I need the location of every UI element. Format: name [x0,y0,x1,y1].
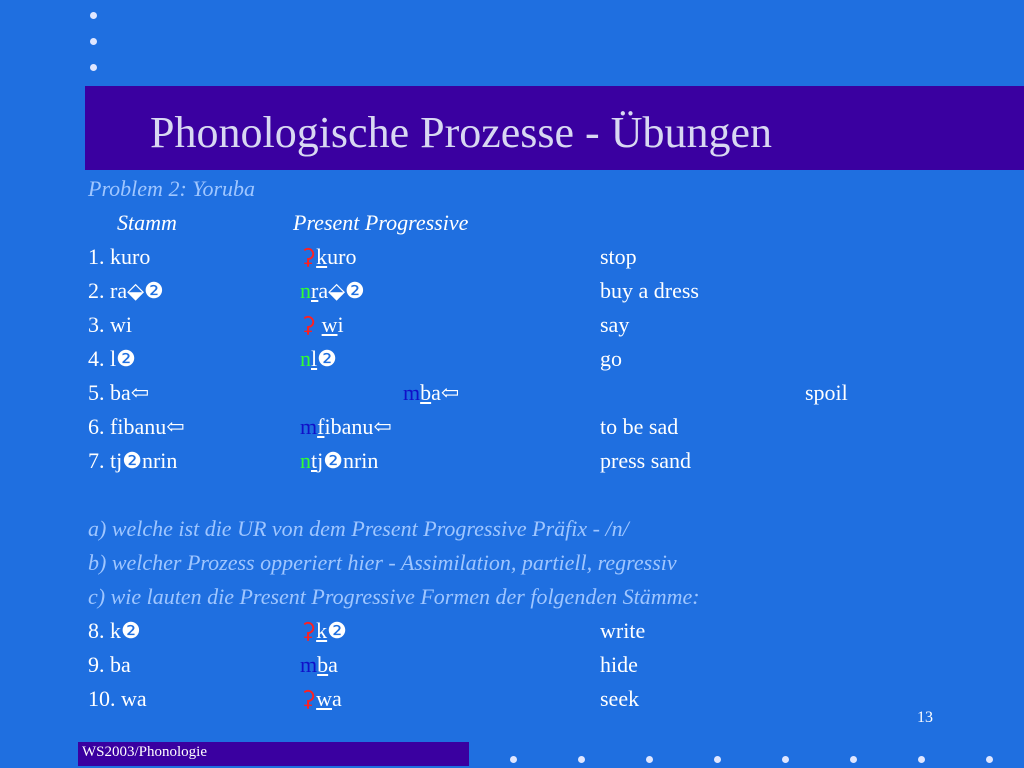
gloss-3: say [600,312,630,337]
gloss-5: spoil [805,380,848,405]
decor-dot [918,756,925,763]
gloss-2: buy a dress [600,278,699,303]
prefix-symbol: ⚳ [300,686,317,711]
prefix-symbol: ⚳ [300,618,317,643]
stem-1: 1. kuro [88,244,151,269]
stem-8: 8. k❷ [88,618,141,643]
stem-2: 2. ra⬙❷ [88,278,164,303]
decor-dot [90,38,97,45]
header-progressive: Present Progressive [293,210,469,235]
progressive-3: ⚳ wi [300,312,344,337]
question-a: a) welche ist die UR von dem Present Progressive Präfix - /n/ [88,516,629,541]
decor-dot [578,756,585,763]
progressive-6: mfibanu⇦ [300,414,392,439]
slide-title: Phonologische Prozesse - Übungen [150,108,773,157]
gloss-4: go [600,346,622,371]
decor-dot [986,756,993,763]
stem-5: 5. ba⇦ [88,380,150,405]
prefix-symbol: ⚳ [300,244,317,269]
gloss-7: press sand [600,448,692,473]
decor-dot [714,756,721,763]
decor-dot [782,756,789,763]
decor-dot [850,756,857,763]
progressive-5: mba⇦ [403,380,460,405]
prefix-symbol: ⚳ [300,312,317,337]
gloss-10: seek [600,686,640,711]
decor-dot [90,12,97,19]
question-b: b) welcher Prozess opperiert hier - Assimilation, partiell, regressiv [88,550,677,575]
gloss-9: hide [600,652,638,677]
slide-number: 13 [917,709,933,726]
decor-dot [646,756,653,763]
progressive-10: ⚳wa [300,686,342,711]
decor-dot [90,64,97,71]
problem-heading: Problem 2: Yoruba [88,176,256,201]
stem-3: 3. wi [88,312,132,337]
progressive-8: ⚳k❷ [300,618,347,643]
progressive-7: ntj❷nrin [300,448,379,473]
footer-label: WS2003/Phonologie [82,744,208,760]
stem-7: 7. tj❷nrin [88,448,178,473]
stem-9: 9. ba [88,652,131,677]
progressive-9: mba [300,652,338,677]
progressive-2: nra⬙❷ [300,278,365,303]
progressive-4: nl❷ [300,346,337,371]
gloss-1: stop [600,244,637,269]
stem-4: 4. l❷ [88,346,136,371]
gloss-6: to be sad [600,414,679,439]
gloss-8: write [600,618,646,643]
decor-dot [510,756,517,763]
question-c: c) wie lauten die Present Progressive Formen der folgenden Stämme: [88,584,700,609]
header-stem: Stamm [117,210,177,235]
stem-10: 10. wa [88,686,147,711]
progressive-1: ⚳kuro [300,244,357,269]
stem-6: 6. fibanu⇦ [88,414,185,439]
